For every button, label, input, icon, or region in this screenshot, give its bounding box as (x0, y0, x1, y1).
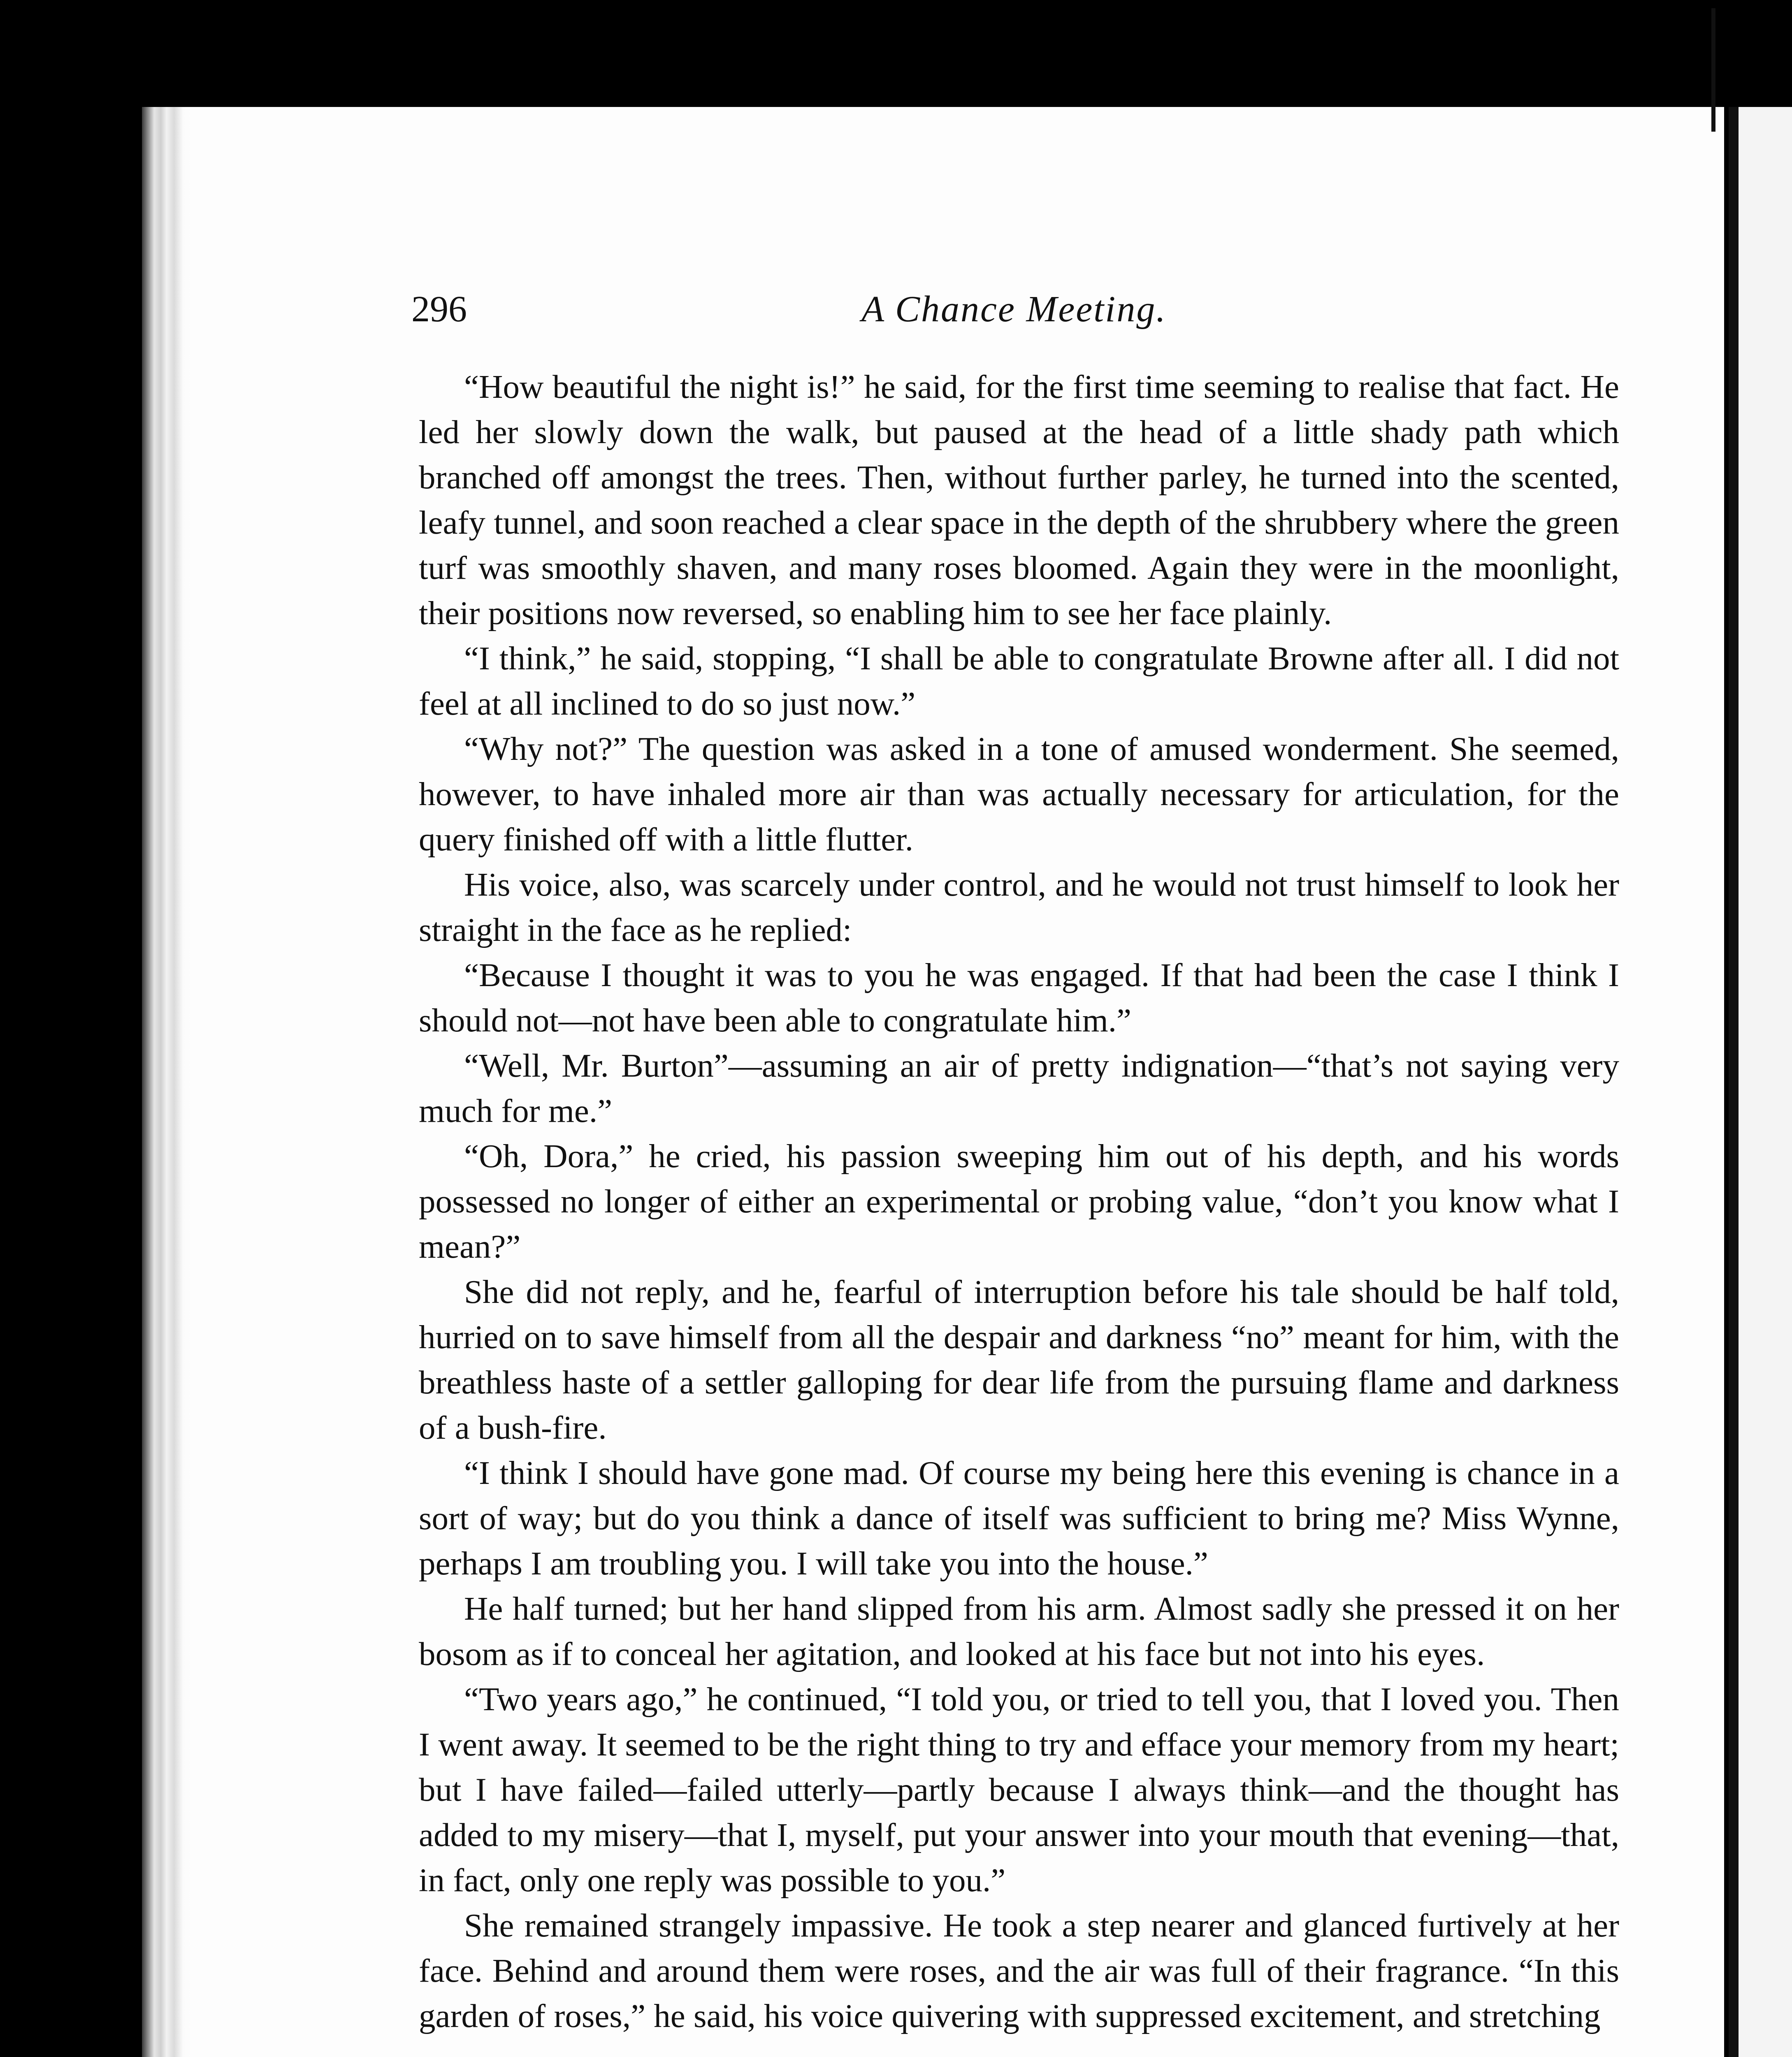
paragraph: “Why not?” The question was asked in a tone of amused wonderment. She seemed, however, to have inhaled more air than was actually necessary for articulation, for the query finished off with a little flutter. (419, 730, 1619, 858)
paragraph: “How beautiful the night is!” he said, for the first time seeming to realise that fact. He led her slowly down the walk, but paused at the head of a little shady path which branched off amongst the trees. Then, without further parley, he turned into the scented, leafy tunnel, and soon reached a clear space in the depth of the shrubbery where the green turf was smoothly shaven, and many roses bloomed. Again they were in the moonlight, their positions now reversed, so enabling him to see her face plainly. (419, 368, 1619, 631)
top-edge-line (1711, 8, 1715, 132)
running-title: A Chance Meeting. (861, 289, 1167, 330)
page-header (411, 288, 1617, 337)
paragraph: “Oh, Dora,” he cried, his passion sweeping him out of his depth, and his words possessed no longer of either an experimental or probing value, “don’t you know what I mean?” (419, 1138, 1619, 1265)
paragraph: He half turned; but her hand slipped from his arm. Almost sadly she pressed it on her bosom as if to conceal her agitation, and looked at his face but not into his eyes. (419, 1590, 1619, 1672)
page-binding-edge (142, 107, 191, 2057)
adjacent-page-edge (1729, 107, 1792, 2057)
paragraph: “Well, Mr. Burton”—assuming an air of pretty indignation—“that’s not saying very much for me.” (419, 1047, 1619, 1129)
paragraph: “I think,” he said, stopping, “I shall be able to congratulate Browne after all. I did not feel at all inclined to do so just now.” (419, 640, 1619, 722)
paragraph: His voice, also, was scarcely under control, and he would not trust himself to look her straight in the face as he replied: (419, 866, 1619, 948)
paragraph: She did not reply, and he, fearful of interruption before his tale should be half told, hurried on to save himself from all the despair and darkness “no” meant for him, with the breathless haste of a settler galloping for dear life from the pursuing flame and darkness of a bush-fire. (419, 1273, 1619, 1446)
body-text (419, 364, 1619, 2038)
paragraph: “I think I should have gone mad. Of course my being here this evening is chance in a sort of way; but do you think a dance of itself was sufficient to bring me? Miss Wynne, perhaps I am troubling you. I will take you into the house.” (419, 1454, 1619, 1582)
paragraph: “Because I thought it was to you he was engaged. If that had been the case I think I should not—not have been able to congratulate him.” (419, 957, 1619, 1039)
paragraph: She remained strangely impassive. He took a step nearer and glanced furtively at her face. Behind and around them were roses, and the air was full of their fragrance. “In this garden of roses,” he said, his voice quivering with suppressed excitement, and stretching (419, 1907, 1619, 2034)
page-number: 296 (411, 289, 467, 330)
paragraph: “Two years ago,” he continued, “I told you, or tried to tell you, that I loved you. Then I went away. It seemed to be the right thing to try and efface your memory from my heart; but I have failed—failed utterly—partly because I always think—and the thought has added to my misery—that I, myself, put your answer into your mouth that evening—that, in fact, only one reply was possible to you.” (419, 1681, 1619, 1899)
